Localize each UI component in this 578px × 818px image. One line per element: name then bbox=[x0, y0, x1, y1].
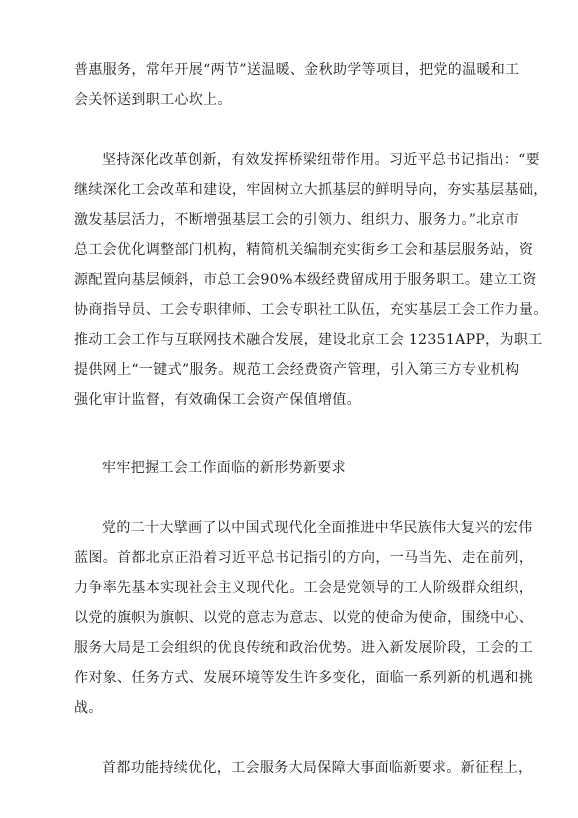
text-line: 源配置向基层倾斜，市总工会90%本级经费留成用于服务职工。建立工资 bbox=[74, 272, 537, 288]
text-line: 提供网上“一键式”服务。规范工会经费资产管理，引入第三方专业机构 bbox=[74, 362, 520, 378]
text-line: 服务大局是工会组织的优良传统和政治优势。进入新发展阶段，工会的工 bbox=[74, 640, 534, 656]
text-line: 战。 bbox=[74, 700, 103, 716]
text-line: 会关怀送到职工心坎上。 bbox=[74, 92, 232, 108]
text-line: 首都功能持续优化，工会服务大局保障大事面临新要求。新征程上， bbox=[102, 760, 533, 776]
text-line: 总工会优化调整部门机构，精简机关编制充实街乡工会和基层服务站，资 bbox=[74, 242, 534, 258]
text-line: 协商指导员、工会专职律师、工会专职社工队伍，充实基层工会工作力量。 bbox=[74, 302, 548, 318]
text-line: 继续深化工会改革和建设，牢固树立大抓基层的鲜明导向，夯实基层基础， bbox=[74, 182, 548, 198]
text-line: 党的二十大擘画了以中国式现代化全面推进中华民族伟大复兴的宏伟 bbox=[102, 520, 533, 536]
text-line: 坚持深化改革创新，有效发挥桥梁纽带作用。习近平总书记指出：“要 bbox=[102, 152, 541, 168]
text-line: 激发基层活力，不断增强基层工会的引领力、组织力、服务力。”北京市 bbox=[74, 212, 520, 228]
text-line: 力争率先基本实现社会主义现代化。工会是党领导的工人阶级群众组织， bbox=[74, 580, 534, 596]
text-line: 作对象、任务方式、发展环境等发生许多变化，面临一系列新的机遇和挑 bbox=[74, 670, 534, 686]
text-line: 普惠服务，常年开展“两节”送温暖、金秋助学等项目，把党的温暖和工 bbox=[74, 62, 520, 78]
text-line: 推动工会工作与互联网技术融合发展，建设北京工会 12351APP，为职工 bbox=[74, 332, 543, 348]
text-line: 以党的旗帜为旗帜、以党的意志为意志、以党的使命为使命，围绕中心、 bbox=[74, 610, 534, 626]
text-line: 蓝图。首都北京正沿着习近平总书记指引的方向，一马当先、走在前列， bbox=[74, 550, 534, 566]
text-line: 强化审计监督，有效确保工会资产保值增值。 bbox=[74, 392, 361, 408]
section-heading: 牢牢把握工会工作面临的新形势新要求 bbox=[102, 460, 346, 476]
